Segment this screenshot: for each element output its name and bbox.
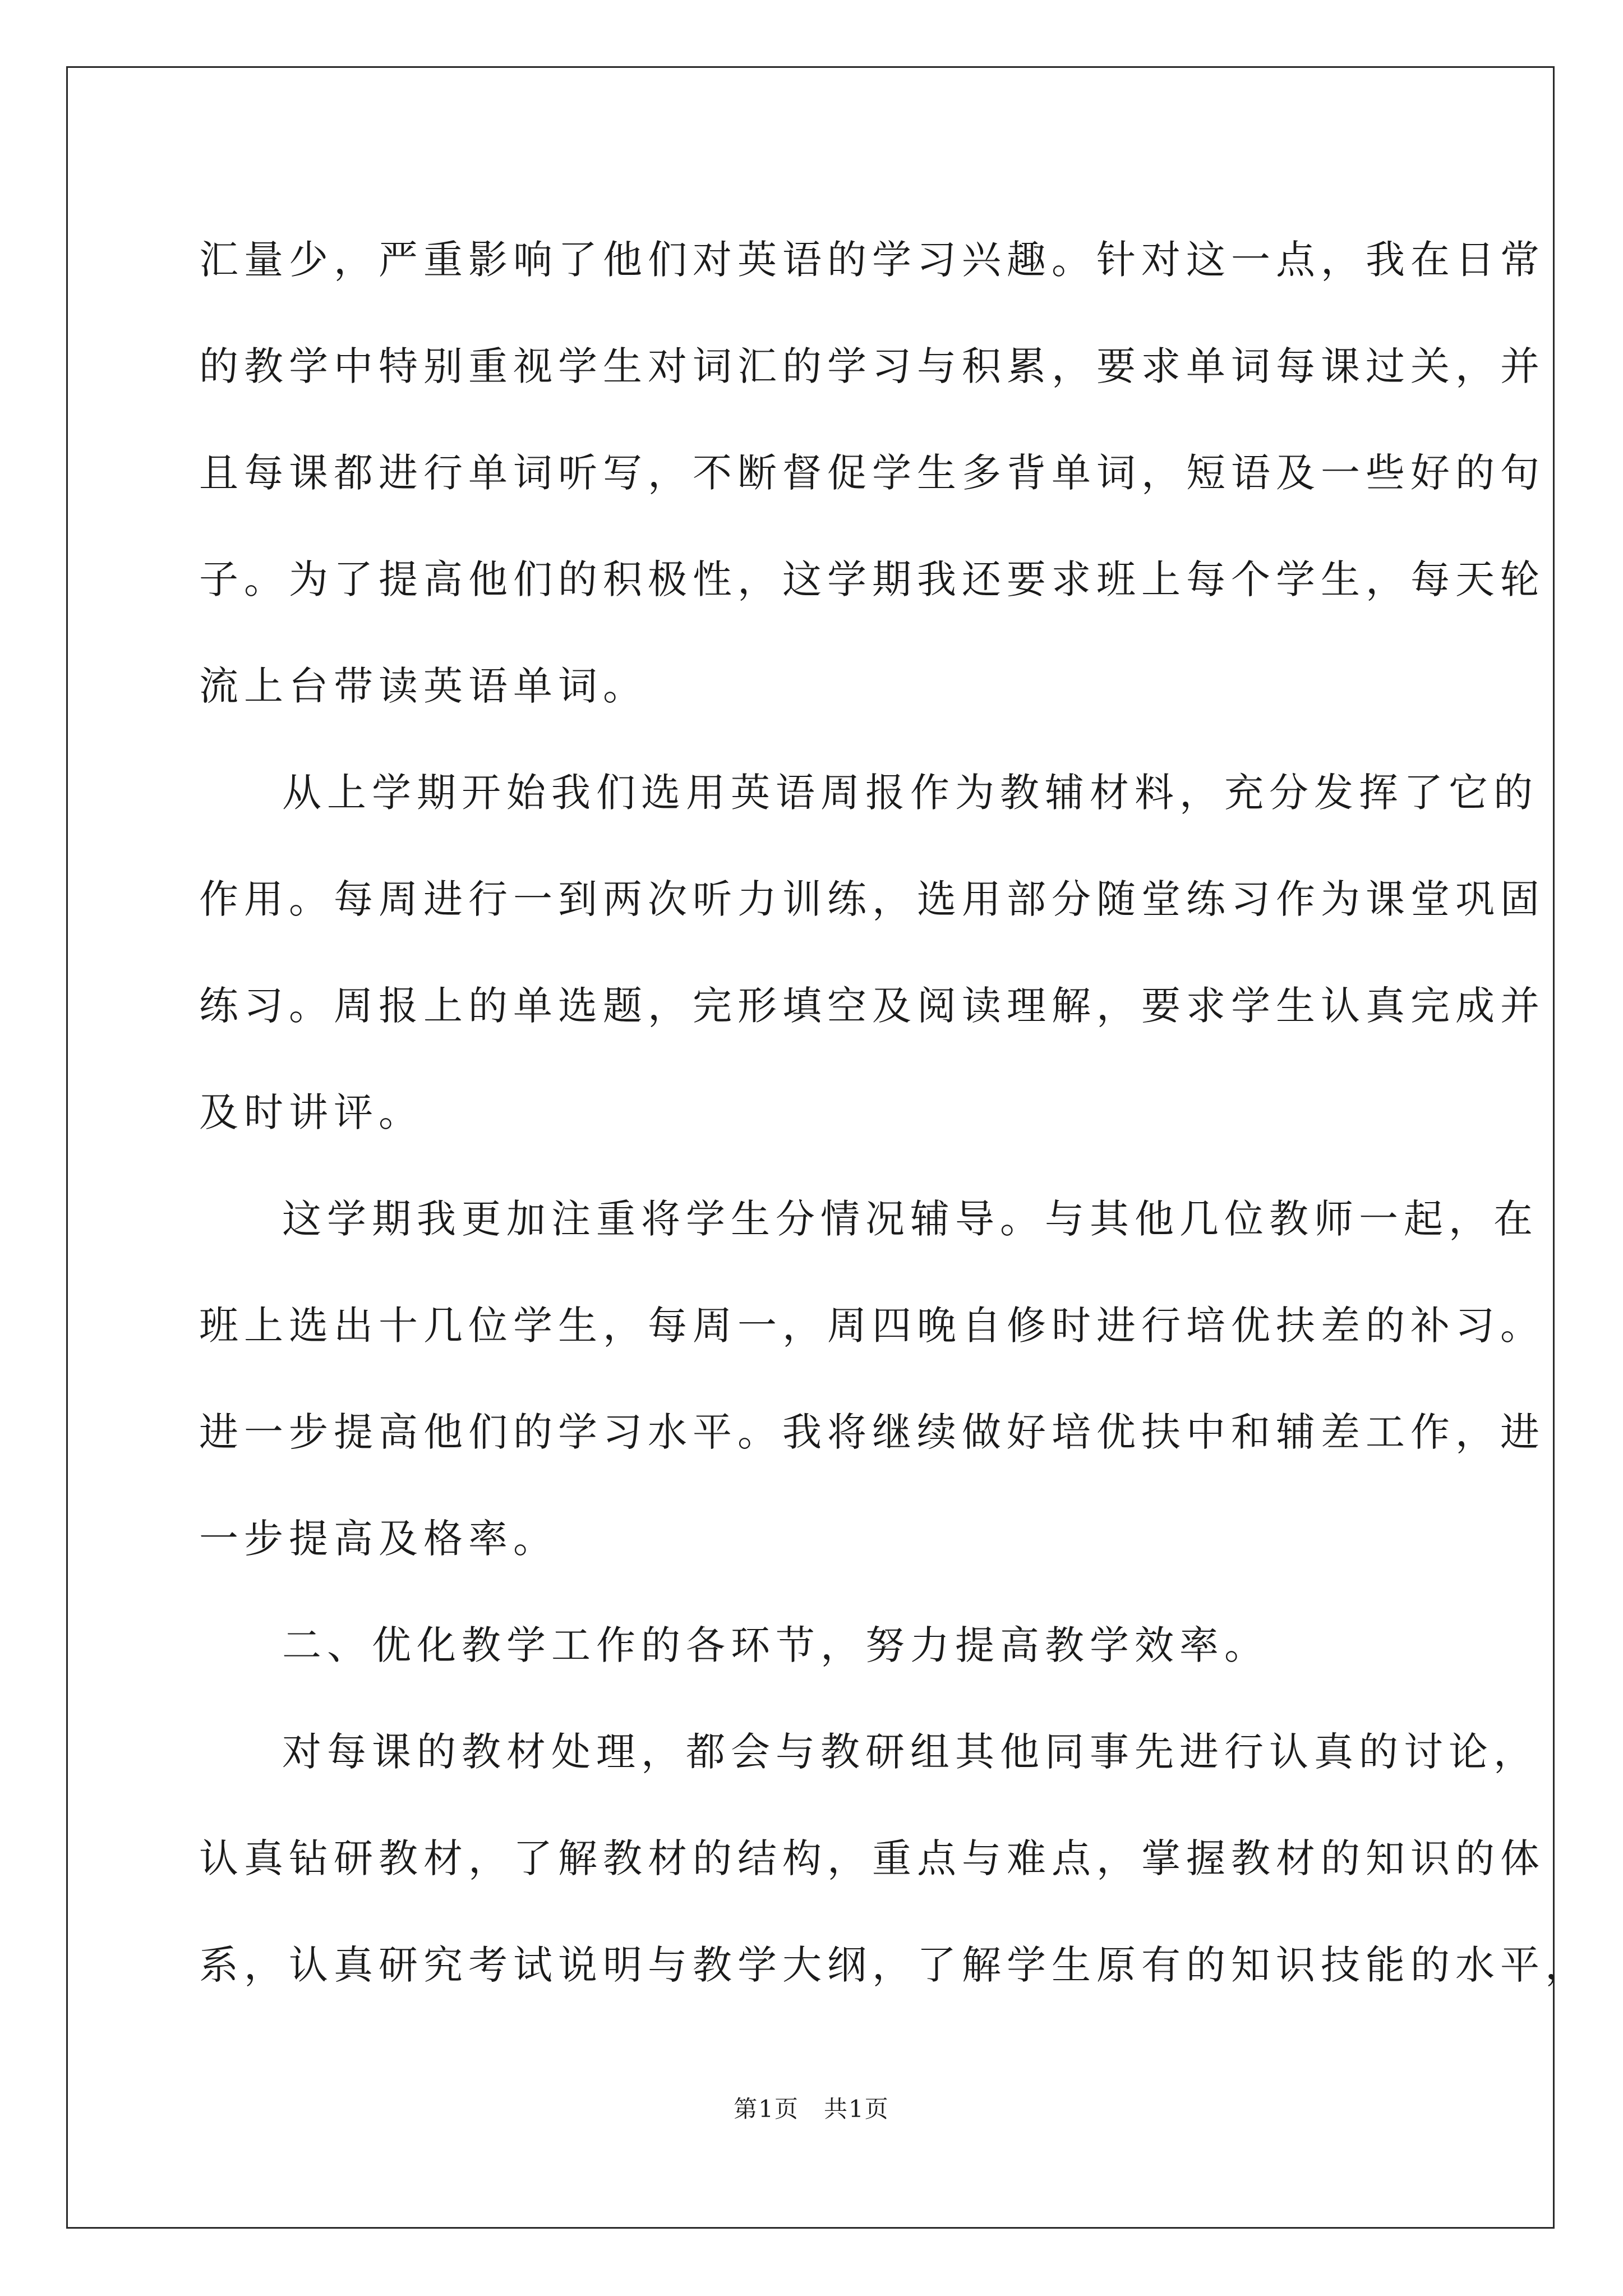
text-line: 对每课的教材处理，都会与教研组其他同事先进行认真的讨论， <box>282 1729 1538 1775</box>
text-line: 练习。周报上的单选题，完形填空及阅读理解，要求学生认真完成并 <box>199 983 1545 1029</box>
text-line: 一步提高及格率。 <box>199 1516 558 1562</box>
text-line: 的教学中特别重视学生对词汇的学习与积累，要求单词每课过关，并 <box>199 343 1545 389</box>
text-line: 作用。每周进行一到两次听力训练，选用部分随堂练习作为课堂巩固 <box>199 876 1545 922</box>
text-line: 班上选出十几位学生，每周一，周四晚自修时进行培优扶差的补习。 <box>199 1303 1545 1349</box>
text-line: 子。为了提高他们的积极性，这学期我还要求班上每个学生，每天轮 <box>199 556 1545 602</box>
text-line: 汇量少，严重影响了他们对英语的学习兴趣。针对这一点，我在日常 <box>199 237 1545 283</box>
section-heading: 二、优化教学工作的各环节，努力提高教学效率。 <box>282 1622 1269 1668</box>
text-line: 流上台带读英语单词。 <box>199 663 648 709</box>
text-line: 进一步提高他们的学习水平。我将继续做好培优扶中和辅差工作，进 <box>199 1409 1545 1455</box>
text-line: 且每课都进行单词听写，不断督促学生多背单词，短语及一些好的句 <box>199 450 1545 496</box>
document-body <box>199 206 1590 2018</box>
page-number-footer: 第1页 共1页 <box>734 2095 889 2123</box>
text-line: 这学期我更加注重将学生分情况辅导。与其他几位教师一起，在 <box>282 1196 1538 1242</box>
text-line: 系，认真研究考试说明与教学大纲，了解学生原有的知识技能的水平， <box>199 1942 1590 1988</box>
text-line: 从上学期开始我们选用英语周报作为教辅材料，充分发挥了它的 <box>282 770 1538 816</box>
text-line: 及时讲评。 <box>199 1089 423 1135</box>
text-line: 认真钻研教材，了解教材的结构，重点与难点，掌握教材的知识的体 <box>199 1835 1545 1881</box>
